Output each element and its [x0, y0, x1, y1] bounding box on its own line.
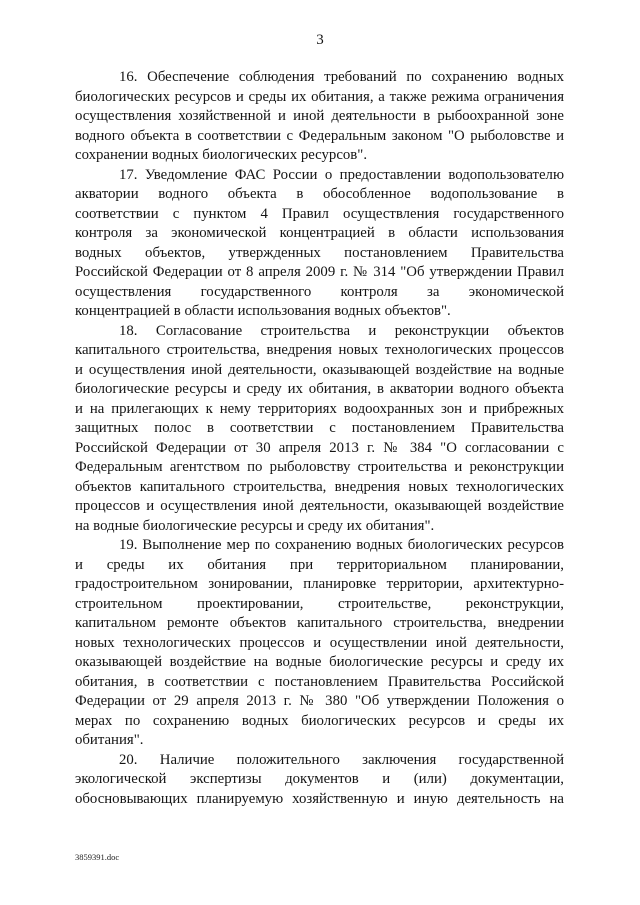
paragraph-line: защитных полос в соответствии с постановлением Правительства	[75, 420, 564, 436]
paragraph-line: осуществления государственного контроля за экономической	[75, 283, 564, 300]
paragraph-line: на водные биологические ресурсы и среду их обитания".	[75, 517, 435, 534]
paragraph-line: строительном проектировании, строительстве, реконструкции,	[75, 595, 564, 612]
paragraph-19	[75, 536, 564, 751]
paragraph-line: 20. Наличие положительного заключения государственной	[119, 751, 564, 768]
paragraph-line: водных объектов, утвержденных постановлением Правительства	[75, 244, 564, 261]
paragraph-line: обосновывающих планируемую хозяйственную и иную деятельность на	[75, 790, 564, 807]
paragraph-line: водного объекта в соответствии с Федеральным законом "О рыболовстве и	[75, 127, 564, 144]
paragraph-line: контроля за экономической концентрацией в области использования	[75, 225, 564, 241]
paragraph-line: новых технологических процессов и осуществлении иной деятельности,	[75, 634, 564, 651]
document-body	[75, 68, 564, 809]
paragraph-line: соответствии с пунктом 4 Правил осуществления государственного	[75, 205, 564, 222]
page-number: 3	[316, 32, 324, 48]
paragraph-line: градостроительном зонировании, планировке территории, архитектурно-	[75, 576, 564, 592]
paragraph-line: обитания".	[75, 732, 144, 748]
paragraph-line: сохранении водных биологических ресурсов".	[75, 147, 368, 163]
paragraph-line: акватории водного объекта в обособленное водопользование в	[75, 186, 564, 202]
paragraph-line: биологические ресурсы и среду их обитания, в акватории водного объекта	[75, 381, 564, 397]
paragraph-line: оказывающей воздействие на водные биологические ресурсы и среду их	[75, 654, 564, 670]
paragraph-line: объектов капитального строительства, внедрения новых технологических	[75, 478, 564, 495]
footer-filename: 3859391.doc	[75, 852, 120, 862]
paragraph-line: осуществления хозяйственной и иной деятельности в рыбоохранной зоне	[75, 108, 564, 124]
paragraph-line: мерах по сохранению водных биологических ресурсов и среды их	[75, 712, 564, 729]
paragraph-line: капитального строительства, внедрения новых технологических процессов	[75, 342, 564, 358]
paragraph-line: концентрацией в области использования водных объектов".	[75, 303, 451, 319]
paragraph-line: 18. Согласование строительства и реконструкции объектов	[119, 322, 564, 339]
paragraph-line: процессов и осуществления иной деятельности, оказывающей воздействие	[75, 498, 564, 514]
paragraph-16	[75, 68, 564, 166]
paragraph-line: 19. Выполнение мер по сохранению водных биологических ресурсов	[119, 537, 564, 553]
paragraph-line: биологических ресурсов и среды их обитания, а также режима ограничения	[75, 88, 564, 105]
paragraph-line: Российской Федерации от 8 апреля 2009 г. № 314 "Об утверждении Правил	[75, 264, 564, 280]
paragraph-line: Федерации от 29 апреля 2013 г. № 380 "Об утверждении Положения о	[75, 693, 564, 709]
paragraph-line: капитальном ремонте объектов капитального строительства, внедрении	[75, 615, 564, 631]
paragraph-18	[75, 322, 564, 537]
paragraph-line: 17. Уведомление ФАС России о предоставлении водопользователю	[119, 166, 564, 183]
paragraph-line: 16. Обеспечение соблюдения требований по сохранению водных	[119, 69, 564, 85]
paragraph-line: и среды их обитания при территориальном планировании,	[75, 556, 564, 573]
paragraph-line: обитания, в соответствии с постановлением Правительства Российской	[75, 673, 564, 690]
paragraph-20	[75, 751, 564, 810]
paragraph-17	[75, 166, 564, 322]
paragraph-line: и осуществления иной деятельности, оказывающей воздействие на водные	[75, 361, 564, 378]
paragraph-line: Российской Федерации от 30 апреля 2013 г. № 384 "О согласовании с	[75, 439, 564, 456]
paragraph-line: Федеральным агентством по рыболовству строительства и реконструкции	[75, 459, 564, 475]
paragraph-line: экологической экспертизы документов и (или) документации,	[75, 771, 564, 787]
paragraph-line: и на прилегающих к нему территориях водоохранных зон и прибрежных	[75, 400, 564, 417]
